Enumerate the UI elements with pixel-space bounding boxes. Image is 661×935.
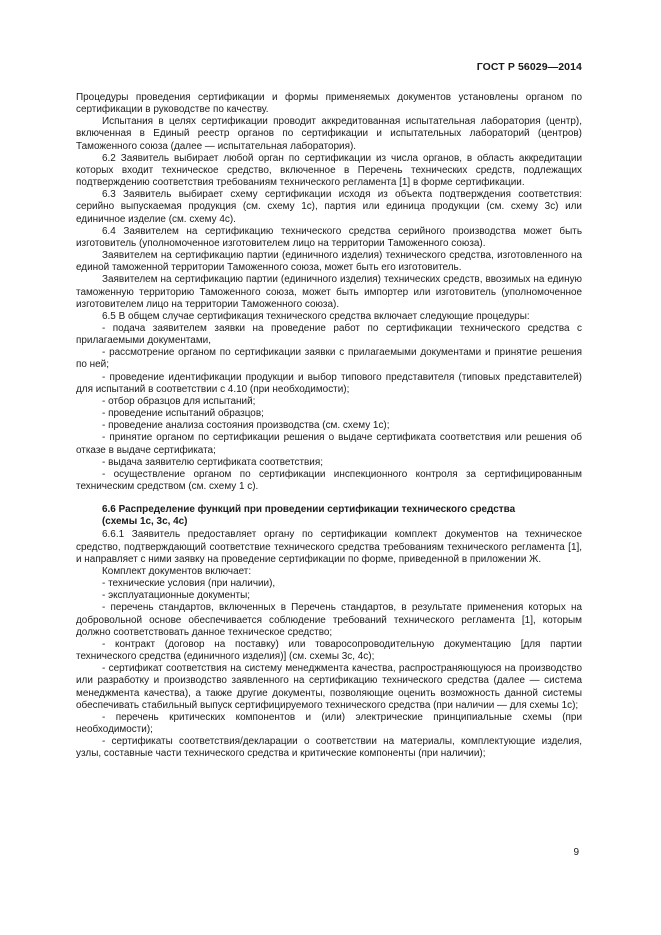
- paragraph: Заявителем на сертификацию партии (единичного изделия) технических средств, ввозимых на единую таможенную территорию Таможенного союза, может быть импортер или изготовитель (уполномоченное изготовителем лицо на территории Таможенного союза).: [76, 274, 582, 310]
- paragraph: - проведение идентификации продукции и выбор типового представителя (типовых представителей) для испытаний в соответствии с 4.10 (при необходимости);: [76, 371, 582, 395]
- paragraph: - проведение анализа состояния производства (см. схему 1с);: [102, 420, 390, 432]
- paragraph: - сертификаты соответствия/декларации о соответствии на материалы, комплектующие изделия, узлы, составные части технического средства и критические компоненты (при наличии);: [76, 736, 582, 760]
- paragraph: - контракт (договор на поставку) или товаросопроводительную документацию [для партии технического средства (единичного изделия)] (см. схемы 3с, 4с);: [76, 638, 582, 663]
- paragraph: - эксплуатационные документы;: [102, 590, 250, 602]
- paragraph: - перечень критических компонентов и (или) электрические принципиальные схемы (при необходимости);: [76, 711, 582, 735]
- paragraph: - подача заявителем заявки на проведение работ по сертификации технического средства с прилагаемыми документами,: [76, 322, 582, 347]
- paragraph-group-bottom: [76, 529, 582, 760]
- paragraph: - принятие органом по сертификации решения о выдаче сертификата соответствия или решения об отказе в выдаче сертификата;: [76, 432, 582, 456]
- paragraph: 6.6.1 Заявитель предоставляет органу по сертификации комплект документов на техническое средство, подтверждающий соответствие технического средства требованиям технического регламента [1], и направляет с ними заявку на проведение сертификации по форме, приведенной в приложении Ж.: [76, 529, 582, 565]
- paragraph: 6.5 В общем случае сертификация технического средства включает следующие процедуры:: [102, 310, 530, 322]
- paragraph: - технические условия (при наличии),: [102, 578, 276, 590]
- paragraph: Испытания в целях сертификации проводит аккредитованная испытательная лаборатория (центр), включенная в Единый реестр органов по сертификации и испытательных лабораторий (центров) Таможенного союза (далее — испытательная лаборатория).: [76, 116, 582, 152]
- paragraph: 6.2 Заявитель выбирает любой орган по сертификации из числа органов, в область аккредитации которых входит техническое средство, включенное в Перечень технических средств, подлежащих подтверждению соответствия требованиям технического регламента [1] в форме сертификации.: [76, 152, 582, 189]
- paragraph: Комплект документов включает:: [102, 565, 252, 577]
- paragraph: Заявителем на сертификацию партии (единичного изделия) технического средства, изготовленного на единой таможенной территории Таможенного союза, может быть его изготовитель.: [76, 250, 582, 274]
- paragraph: Процедуры проведения сертификации и формы применяемых документов установлены органом по сертификации в руководстве по качеству.: [76, 92, 582, 116]
- section-heading-line1: 6.6 Распределение функций при проведении сертификации технического средства: [102, 504, 516, 516]
- paragraph: - перечень стандартов, включенных в Перечень стандартов, в результате применения которых на добровольной основе обеспечивается соблюдение требований технического регламента [1], которым должно соответствовать данное техническое средство;: [76, 602, 582, 638]
- section-heading: [76, 504, 582, 528]
- paragraph: - сертификат соответствия на систему менеджмента качества, распространяющуюся на производство или разработку и производство заявленного на сертификацию технического средства (далее — система менеджмента качества), а также другие документы, позволяющие оценить возможность данной системы обеспечивать стабильный выпуск сертифицируемого технического средства (при наличии — для схемы 1с);: [76, 663, 582, 711]
- paragraph: - рассмотрение органом по сертификации заявки с прилагаемыми документами и принятие решения по ней;: [76, 347, 582, 371]
- paragraph: - отбор образцов для испытаний;: [102, 395, 256, 407]
- paragraph: - проведение испытаний образцов;: [102, 408, 264, 420]
- paragraph: - осуществление органом по сертификации инспекционного контроля за сертифицированным техническим средством (см. схему 1 с).: [76, 468, 582, 492]
- document-body: [76, 92, 582, 760]
- paragraph: 6.3 Заявитель выбирает схему сертификации исходя из объекта подтверждения соответствия: серийно выпускаемая продукция (см. схему 1с), партия или единица продукции (см. схему 3с) или единичное изделие (см. схему 4с).: [76, 189, 582, 225]
- section-heading-line2: (схемы 1с, 3с, 4с): [102, 516, 188, 528]
- page-number: 9: [573, 847, 579, 858]
- standard-designation: ГОСТ Р 56029—2014: [476, 61, 582, 73]
- paragraph-group-top: [76, 92, 582, 493]
- paragraph: - выдача заявителю сертификата соответствия;: [102, 456, 324, 468]
- paragraph: 6.4 Заявителем на сертификацию технического средства серийного производства может быть изготовитель (уполномоченное изготовителем лицо на территории Таможенного союза).: [76, 225, 582, 249]
